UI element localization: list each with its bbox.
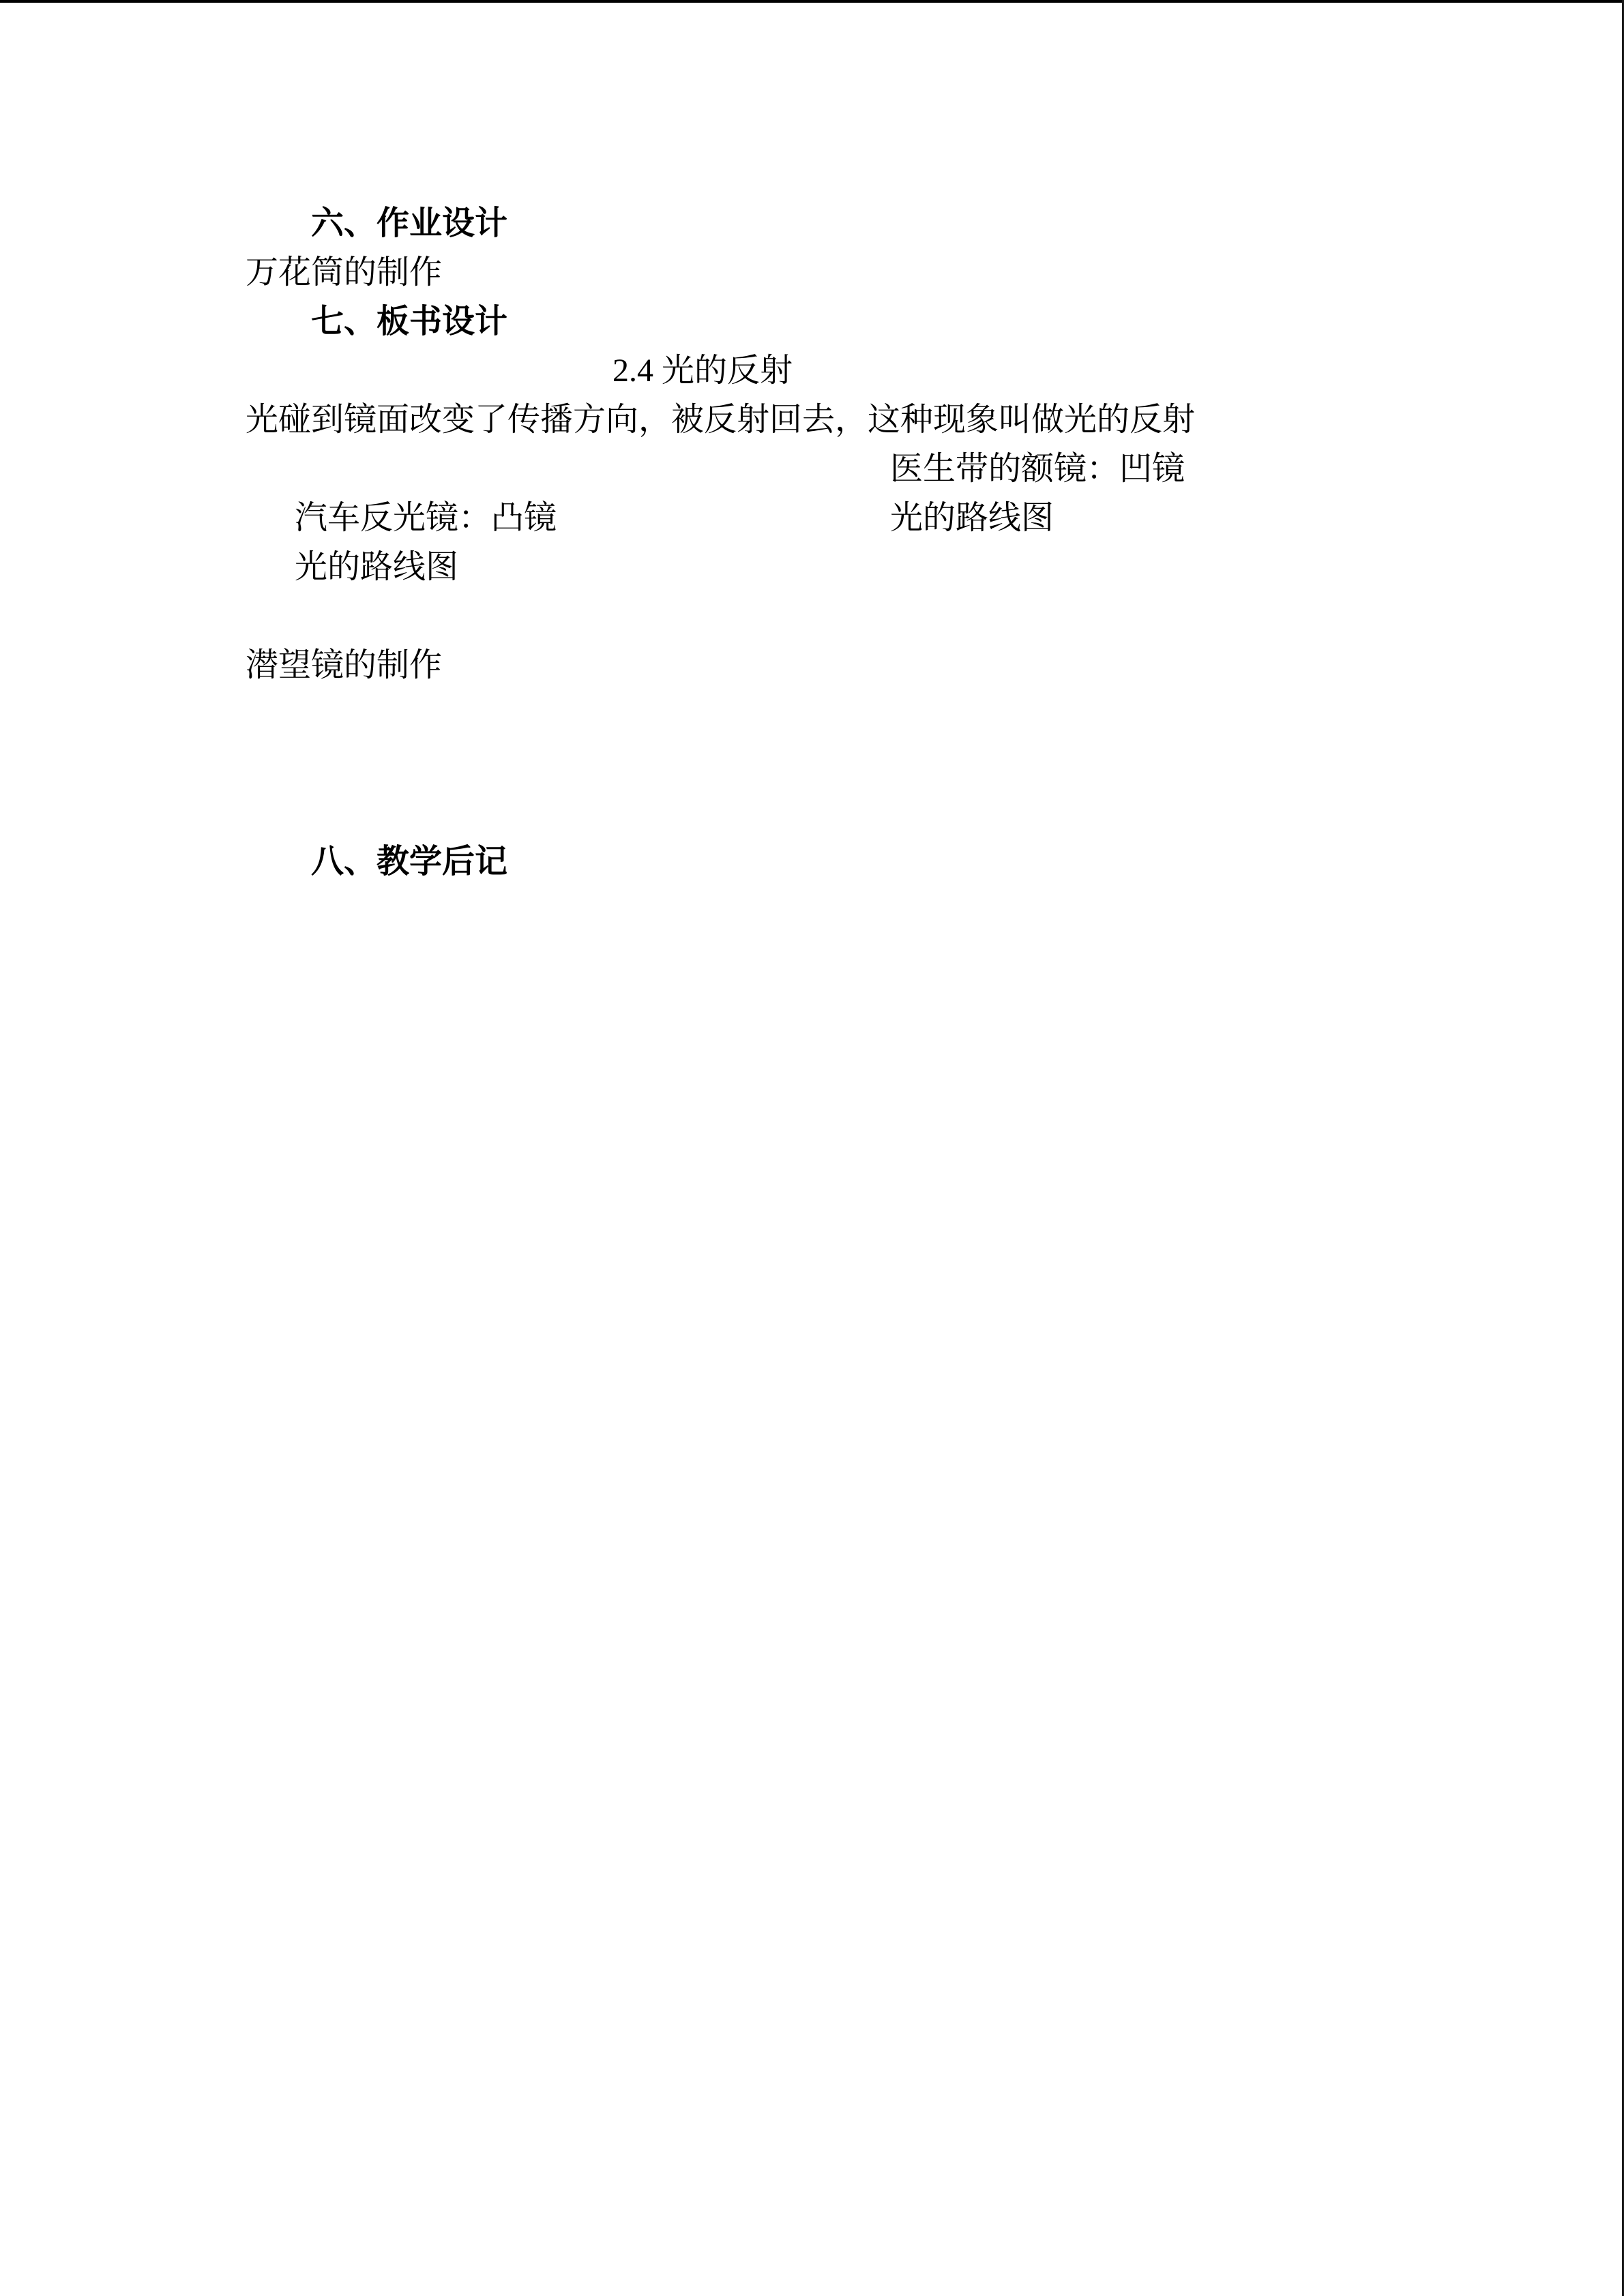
blank-line — [246, 788, 1380, 837]
board-mirror-left-text: 汽车反光镜：凸镜 — [295, 500, 557, 536]
board-light-path-row — [246, 494, 1380, 585]
periscope-text: 潜望镜的制作 — [246, 647, 443, 683]
blank-line — [246, 543, 1380, 592]
blank-line — [246, 739, 1380, 788]
section-heading-homework-design: 六、作业设计 — [311, 205, 508, 241]
board-lesson-title: 2.4 光的反射 — [612, 353, 793, 389]
page-top-border — [0, 0, 1624, 3]
board-light-path-right-text: 光的路线图 — [890, 500, 1054, 536]
board-mirror-right-text: 医生带的额镜：凹镜 — [890, 451, 1185, 487]
section-heading-teaching-afterword: 八、教学后记 — [311, 844, 508, 880]
document-content — [246, 199, 1380, 886]
blank-line — [246, 592, 1380, 641]
blank-line — [246, 690, 1380, 739]
homework-item-text: 万花筒的制作 — [246, 254, 443, 290]
board-light-path-left-text: 光的路线图 — [295, 549, 459, 585]
section-heading-board-design: 七、板书设计 — [311, 303, 508, 340]
board-definition-text: 光碰到镜面改变了传播方向，被反射回去，这种现象叫做光的反射 — [246, 402, 1196, 438]
